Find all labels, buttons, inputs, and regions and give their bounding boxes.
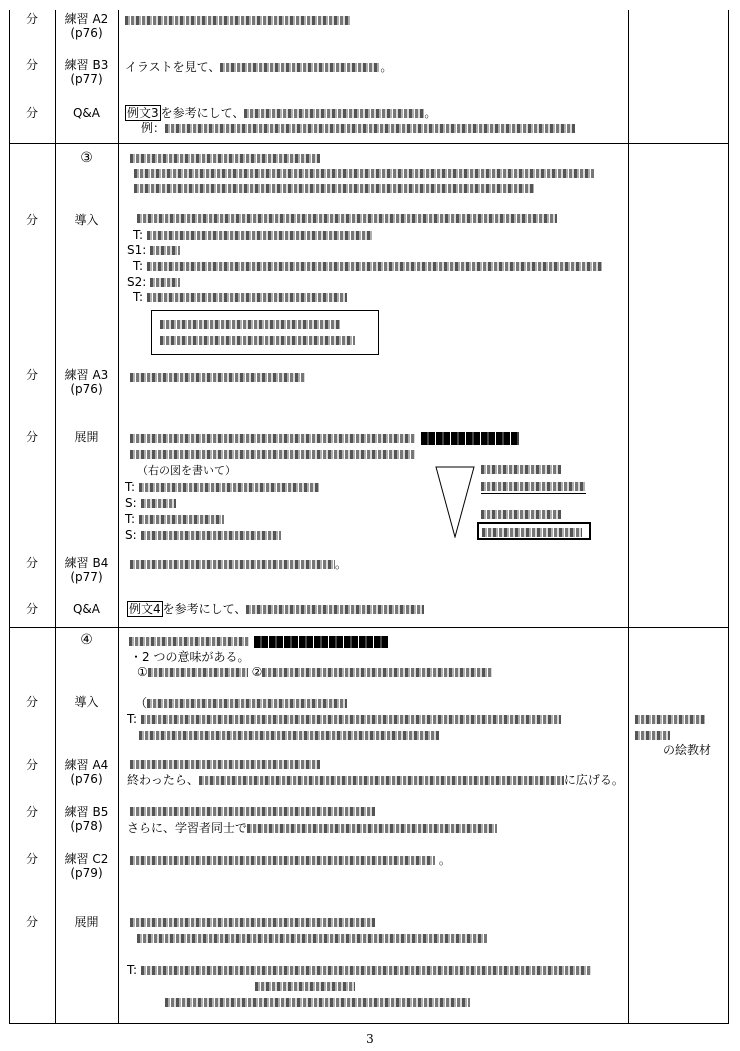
dialog-line (127, 712, 561, 726)
dialog-line (133, 259, 602, 273)
speaker-label: T: (127, 712, 138, 726)
speaker-label: S: (125, 496, 137, 510)
textbook-page: (p78) (70, 819, 103, 833)
activity-name: 練習 C2 (64, 852, 109, 866)
activity-name: 練習 A4 (64, 758, 109, 772)
speaker-label: S: (125, 528, 137, 542)
textbook-page: (p76) (70, 26, 103, 40)
dialog-line (133, 228, 372, 242)
dialog-line (133, 290, 347, 304)
dialog-line (125, 480, 319, 494)
dialog-line (127, 243, 180, 257)
activity-name: 練習 B3 (64, 58, 109, 72)
example-label: 例： (141, 121, 166, 135)
speaker-label: S2: (127, 275, 147, 289)
column-divider-3 (628, 10, 629, 1024)
activity-name: 展開 (74, 915, 99, 929)
meaning-line (137, 665, 492, 679)
minutes-label: 分 (25, 12, 38, 26)
redacted-text (130, 151, 320, 165)
activity-description (125, 106, 436, 120)
activity-description (125, 60, 392, 74)
activity-description (127, 821, 497, 835)
redacted-text (137, 931, 487, 945)
activity-name: 導入 (74, 695, 99, 709)
circled-two: ② (251, 665, 263, 679)
redacted-text (125, 13, 350, 27)
activity-description (127, 602, 424, 616)
open-paren: （ (135, 696, 148, 710)
activity-name: 練習 B5 (64, 805, 109, 819)
description-text: さらに、学習者同士で (127, 821, 248, 835)
answer-frame (477, 522, 591, 540)
example-line (141, 121, 575, 135)
redacted-text (134, 181, 534, 195)
description-suffix: 。 (438, 853, 451, 867)
redacted-text (635, 712, 705, 726)
speaker-label: T: (125, 480, 136, 494)
activity-name: 導入 (74, 213, 99, 227)
description-text: を参考にして、 (162, 602, 247, 616)
minutes-label: 分 (25, 852, 38, 866)
minutes-label: 分 (25, 213, 38, 227)
minutes-label: 分 (25, 106, 38, 120)
description-text: 終わったら、 (127, 773, 199, 787)
speaker-label: T: (133, 290, 144, 304)
textbook-page: (p77) (70, 570, 103, 584)
redacted-text (130, 370, 305, 384)
textbook-page: (p76) (70, 382, 103, 396)
minutes-label: 分 (25, 602, 38, 616)
redacted-text (130, 804, 375, 818)
activity-name: 展開 (74, 430, 99, 444)
textbook-page: (p77) (70, 72, 103, 86)
minutes-label: 分 (25, 58, 38, 72)
activity-name: 練習 A2 (64, 12, 109, 26)
activity-description (127, 773, 624, 787)
minutes-label: 分 (25, 758, 38, 772)
minutes-label: 分 (25, 805, 38, 819)
redacted-text (130, 431, 519, 445)
point-text: ・2 つの意味がある。 (130, 650, 250, 664)
page-number: 3 (366, 1032, 374, 1046)
lesson-plan-table (9, 10, 729, 1024)
speaker-label: T: (133, 228, 144, 242)
dialog-line (125, 512, 224, 526)
redacted-text (130, 447, 415, 461)
table-border-bottom (9, 1023, 729, 1024)
activity-description (130, 557, 347, 571)
section-number: ③ (80, 150, 93, 166)
description-suffix: に広げる。 (563, 773, 624, 787)
description-text: イラストを見て、 (125, 60, 221, 74)
textbook-page: (p76) (70, 772, 103, 786)
speaker-label: T: (125, 512, 136, 526)
redacted-text (481, 507, 561, 521)
minutes-label: 分 (25, 430, 38, 444)
redacted-text (160, 317, 340, 331)
dialog-line (135, 696, 347, 710)
minutes-label: 分 (25, 915, 38, 929)
dialog-line (125, 528, 281, 542)
activity-description (130, 853, 451, 867)
redacted-text (165, 995, 470, 1009)
description-suffix: 。 (335, 557, 348, 571)
redacted-text (482, 525, 582, 539)
redacted-text (139, 728, 439, 742)
triangle-figure (435, 466, 475, 538)
speaker-label: S1: (127, 243, 147, 257)
redacted-text (160, 333, 355, 347)
redacted-text (481, 462, 561, 476)
dialog-line (127, 275, 180, 289)
minutes-label: 分 (25, 695, 38, 709)
dialog-line (125, 496, 176, 510)
activity-name: Q&A (72, 602, 100, 616)
example-box: 例文4 (129, 602, 161, 616)
description-text: を参考にして、 (160, 106, 245, 120)
materials-suffix: の絵教材 (663, 743, 712, 757)
speaker-label: T: (133, 259, 144, 273)
redacted-text (134, 166, 594, 180)
description-suffix: 。 (380, 60, 393, 74)
section-divider-3 (9, 143, 729, 144)
example-box: 例文3 (127, 106, 159, 120)
textbook-page: (p79) (70, 866, 103, 880)
redacted-text (130, 757, 320, 771)
dialog-line (127, 963, 591, 977)
table-border-left (9, 10, 10, 1024)
redacted-text (481, 479, 586, 494)
redacted-text (129, 634, 389, 648)
redacted-text (130, 915, 375, 929)
example-frame (151, 310, 379, 355)
section-number: ④ (80, 632, 93, 648)
minutes-label: 分 (25, 368, 38, 382)
description-suffix: 。 (424, 106, 437, 120)
table-border-right (728, 10, 729, 1024)
section-divider-4 (9, 627, 729, 628)
redacted-text (635, 728, 670, 742)
redacted-text (137, 211, 557, 225)
activity-name: Q&A (72, 106, 100, 120)
activity-name: 練習 A3 (64, 368, 109, 382)
column-divider-2 (118, 10, 119, 1024)
redacted-text (255, 979, 355, 993)
activity-name: 練習 B4 (64, 556, 109, 570)
circled-one: ① (137, 665, 148, 679)
dialog-note: （右の図を書いて） (137, 464, 236, 477)
speaker-label: T: (127, 963, 138, 977)
minutes-label: 分 (25, 556, 38, 570)
